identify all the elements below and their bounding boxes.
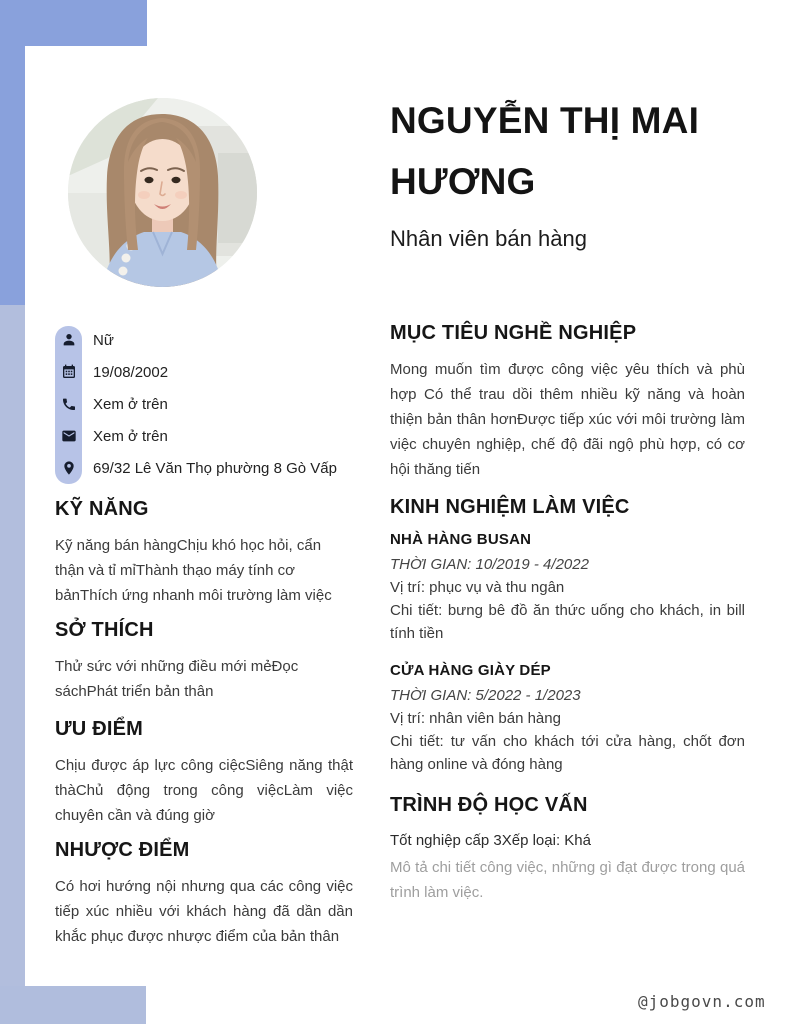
section-career-objective [390, 322, 745, 482]
phone-icon [55, 396, 82, 412]
section-body: Mong muốn tìm được công việc yêu thích và phù hợp Có thể trau dồi thêm nhiều kỹ năng và hoàn thiện bản thân hơnĐược tiếp xúc với môi trường làm việc chuyên nghiệp, chế độ đãi ngộ phù hợp, có cơ hội thăng tiến [390, 361, 745, 478]
section-body: Kỹ năng bán hàngChịu khó học hỏi, cẩn thận và tỉ mỉThành thạo máy tính cơ bảnThích ứng nhanh môi trường làm việc [55, 537, 332, 604]
section-heading: NHƯỢC ĐIỂM [55, 839, 190, 861]
section-body: Có hơi hướng nội nhưng qua các công việc tiếp xúc nhiều với khách hàng đã dần dần khắc phục được nhược điểm của bản thân [55, 878, 353, 945]
section-strengths [55, 718, 353, 828]
section-heading: KINH NGHIỆM LÀM VIỆC [390, 496, 630, 518]
accent-strip-left-lower [0, 305, 25, 1024]
section-hobbies [55, 619, 353, 704]
section-heading: KỸ NĂNG [55, 498, 149, 520]
company-name: NHÀ HÀNG BUSAN [390, 531, 532, 548]
job-time: THỜI GIAN: 10/2019 - 4/2022 [390, 556, 589, 573]
section-work-experience [390, 496, 745, 776]
section-heading: MỤC TIÊU NGHỀ NGHIỆP [390, 322, 637, 344]
job-position: Vị trí: phục vụ và thu ngân [390, 579, 565, 596]
location-icon [55, 460, 82, 476]
calendar-icon [55, 364, 82, 380]
person-icon [55, 332, 82, 348]
job-detail: Chi tiết: bưng bê đồ ăn thức uống cho khách, in bill tính tiền [390, 602, 745, 642]
section-body: Thử sức với những điều mới mẻĐọc sáchPhát triển bản thân [55, 658, 299, 700]
watermark: @jobgovn.com [638, 992, 766, 1011]
list-item-phone [55, 388, 365, 420]
personal-info-list [55, 324, 365, 484]
email-icon [55, 428, 82, 444]
portrait-illustration [68, 98, 257, 287]
list-item-birthdate [55, 356, 365, 388]
job-detail: Chi tiết: tư vấn cho khách tới cửa hàng, chốt đơn hàng online và đóng hàng [390, 733, 745, 773]
list-item-email [55, 420, 365, 452]
list-item-address [55, 452, 365, 484]
gender-value: Nữ [93, 331, 114, 349]
experience-entry [390, 531, 745, 645]
section-weaknesses [55, 839, 353, 949]
accent-strip-left-upper [0, 0, 25, 305]
email-value: Xem ở trên [93, 427, 168, 445]
company-name: CỬA HÀNG GIÀY DÉP [390, 662, 551, 679]
page-title-name: NGUYỄN THỊ MAI HƯƠNG [390, 100, 700, 202]
phone-value: Xem ở trên [93, 395, 168, 413]
list-item-gender [55, 324, 365, 356]
job-time: THỜI GIAN: 5/2022 - 1/2023 [390, 687, 581, 704]
address-value: 69/32 Lê Văn Thọ phường 8 Gò Vấp [93, 459, 337, 477]
birthdate-value: 19/08/2002 [93, 363, 169, 381]
section-body: Chịu được áp lực công ciệcSiêng năng thật thàChủ động trong công việcLàm việc chuyên cần và đúng giờ [55, 757, 353, 824]
section-heading: ƯU ĐIỂM [55, 718, 143, 740]
experience-entry [390, 662, 745, 776]
accent-rect-bottom-left [0, 986, 146, 1024]
education-note: Mô tả chi tiết công việc, những gì đạt được trong quá trình làm việc. [390, 859, 745, 901]
section-skills [55, 498, 353, 608]
section-education [390, 794, 745, 905]
job-title: Nhân viên bán hàng [390, 226, 587, 251]
education-degree: Tốt nghiệp cấp 3Xếp loại: Khá [390, 832, 591, 849]
job-position: Vị trí: nhân viên bán hàng [390, 710, 561, 727]
profile-photo [68, 98, 257, 287]
section-heading: SỞ THÍCH [55, 619, 154, 641]
section-heading: TRÌNH ĐỘ HỌC VẤN [390, 794, 588, 816]
